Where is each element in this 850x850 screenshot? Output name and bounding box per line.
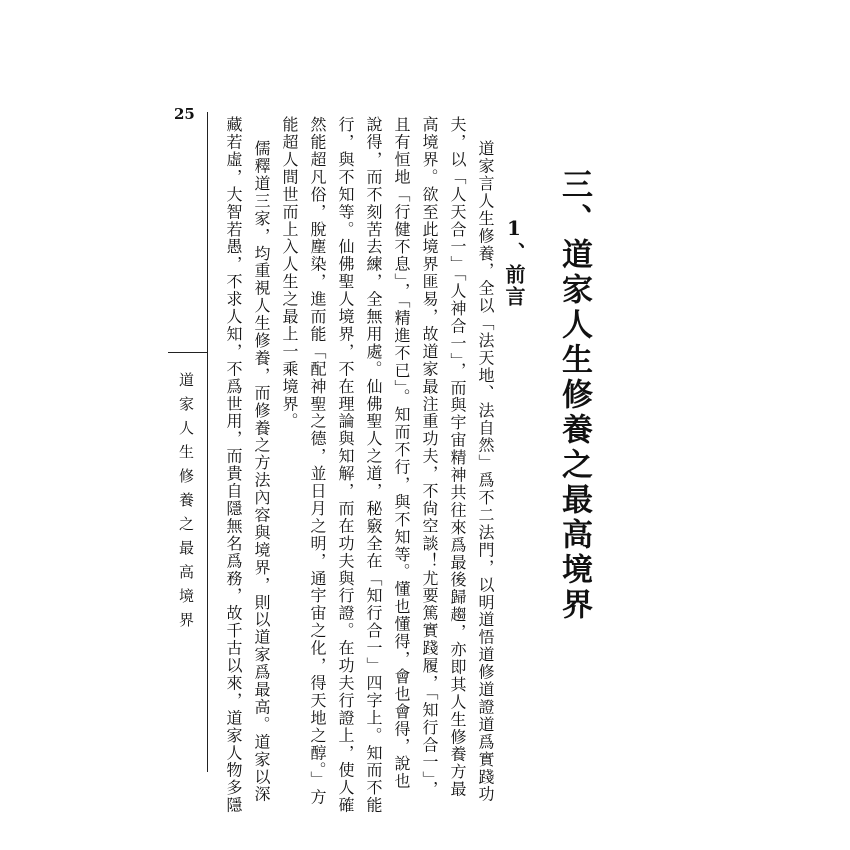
body-column-10: 藏若虛，大智若愚，不求人知，不爲世用，而貴自隱無名爲務，故千古以來，道家人物多隱 (224, 116, 243, 814)
body-column-7: 然能超凡俗，脫塵染，進而能「配神聖之德，並日月之明，通宇宙之化，得天地之醇。」方 (308, 116, 327, 806)
margin-horizontal-rule (168, 352, 208, 353)
body-column-4: 且有恒地「行健不息」，「精進不已」。知而不行，與不知等。懂也懂得，會也會得，說也 (392, 116, 411, 790)
body-column-2: 夫，以「人天合一」「人神合一」，而與宇宙精神共往來爲最後歸趨，亦即其人生修養方最 (448, 116, 467, 798)
page-number: 25 (174, 105, 195, 123)
chapter-title: 三、道家人生修養之最高境界 (556, 168, 592, 623)
margin-vertical-rule (207, 112, 208, 772)
body-column-6: 行，與不知等。仙佛聖人境界，不在理論與知解，而在功夫與行證。在功夫行證上，使人確 (336, 116, 355, 814)
body-column-9: 儒釋道三家，均重視人生修養，而修養之方法內容與境界，則以道家爲最高。道家以深 (252, 140, 271, 804)
body-column-8: 能超人間世而上入人生之最上一乘境界。 (280, 116, 299, 431)
running-title: 道家人生修養之最高境界 (177, 372, 195, 636)
section-title: 1、前言 (502, 216, 526, 308)
body-column-1: 道家言人生修養，全以「法天地、法自然」爲不二法門，以明道悟道修道證道爲實踐功 (476, 140, 495, 804)
body-column-5: 說得，而不刻苦去練，全無用處。仙佛聖人之道，秘竅全在「知行合一」四字上。知而不能 (364, 116, 383, 814)
body-column-3: 高境界。欲至此境界匪易，故道家最注重功夫，不尙空談！尤要篤實踐履，「知行合一」， (420, 116, 439, 798)
